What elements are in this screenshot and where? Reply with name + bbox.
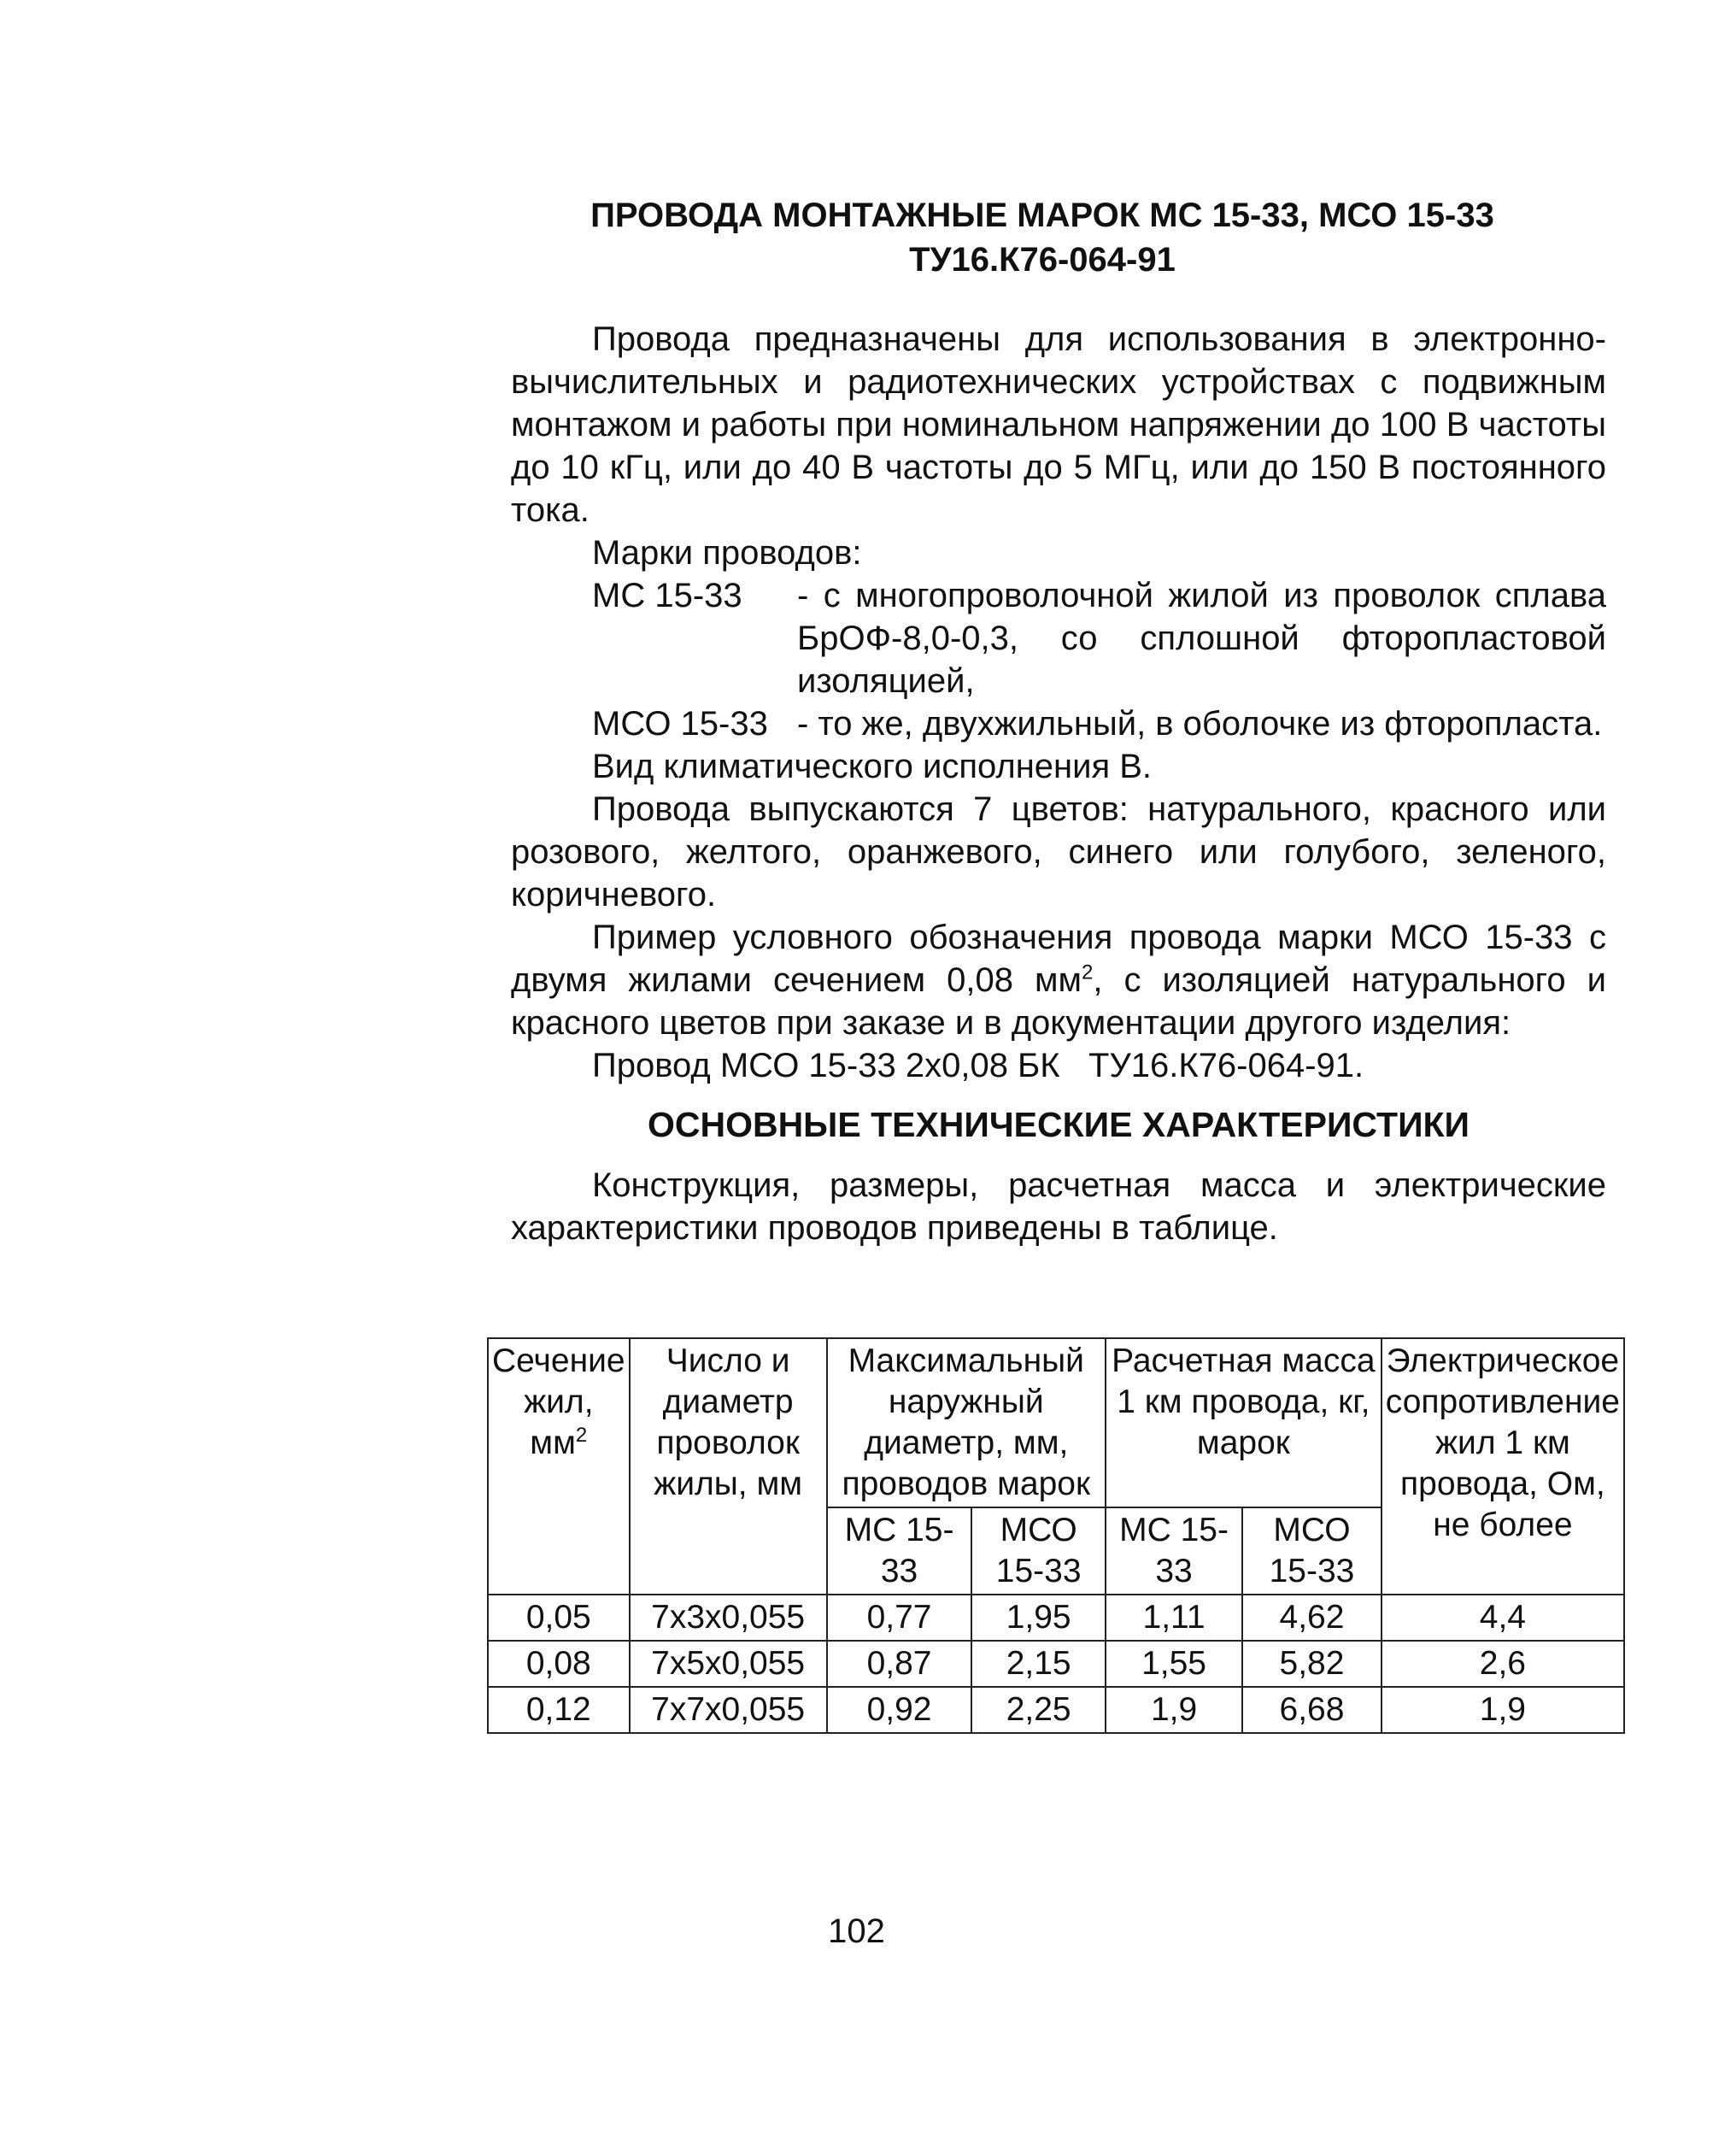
cell-diameter-mso: 2,25: [971, 1687, 1106, 1733]
header-section: [488, 1338, 630, 1595]
cell-mass-mso: 6,68: [1242, 1687, 1382, 1733]
example-superscript: 2: [1081, 961, 1094, 984]
subheader-diameter-ms: МС 15-33: [827, 1507, 972, 1595]
header-section-label: Сечение жил, мм: [492, 1342, 625, 1461]
cell-diameter-mso: 1,95: [971, 1595, 1106, 1641]
header-section-sup: 2: [575, 1424, 588, 1447]
cell-mass-ms: 1,55: [1106, 1641, 1242, 1687]
body-text: [511, 318, 1606, 1249]
cell-mass-mso: 4,62: [1242, 1595, 1382, 1641]
colors-paragraph: Провода выпускаются 7 цветов: натурального, красного или розового, желтого, оранжевого, синего или голубого, зеленого, коричневого.: [511, 790, 1606, 914]
cell-mass-mso: 5,82: [1242, 1641, 1382, 1687]
title-line-1: ПРОВОДА МОНТАЖНЫЕ МАРОК МС 15-33, МСО 15-33: [590, 197, 1494, 234]
header-mass: Расчетная масса 1 км провода, кг, марок: [1106, 1338, 1382, 1507]
cell-wires: 7х7х0,055: [630, 1687, 827, 1733]
example-text-start: Пример условного обозначения провода марки МСО 15-33 с двумя жилами сечением 0,08 мм: [511, 919, 1606, 999]
table-row: [488, 1641, 1624, 1687]
brand-item-ms: [511, 574, 1606, 702]
cell-resistance: 2,6: [1382, 1641, 1624, 1687]
example-text-end: , с изоляцией натурального и красного цветов при заказе и в документации другого изделия:: [511, 961, 1606, 1042]
cell-section: 0,08: [488, 1641, 630, 1687]
brands-heading: Марки проводов:: [592, 534, 862, 572]
document-title: [478, 193, 1606, 282]
table-row: [488, 1595, 1624, 1641]
cell-wires: 7х3х0,055: [630, 1595, 827, 1641]
brand-description: - то же, двухжильный, в оболочке из фторопласта.: [797, 705, 1603, 743]
header-resistance: Электрическое сопротивление жил 1 км провода, Ом, не более: [1382, 1338, 1624, 1595]
cell-diameter-ms: 0,77: [827, 1595, 972, 1641]
section-title: ОСНОВНЫЕ ТЕХНИЧЕСКИЕ ХАРАКТЕРИСТИКИ: [647, 1105, 1470, 1144]
cell-diameter-ms: 0,92: [827, 1687, 972, 1733]
table-intro: Конструкция, размеры, расчетная масса и электрические характеристики проводов приведены в таблице.: [511, 1166, 1606, 1247]
table-row: [488, 1687, 1624, 1733]
cell-section: 0,12: [488, 1687, 630, 1733]
cell-wires: 7х5х0,055: [630, 1641, 827, 1687]
cell-section: 0,05: [488, 1595, 630, 1641]
table-header-row: [488, 1338, 1624, 1507]
page-number: 102: [828, 1912, 885, 1950]
cell-resistance: 4,4: [1382, 1595, 1624, 1641]
cell-diameter-mso: 2,15: [971, 1641, 1106, 1687]
brand-code: МСО 15-33: [592, 705, 768, 743]
subheader-diameter-mso: МСО 15-33: [971, 1507, 1106, 1595]
brand-description: - с многопроволочной жилой из проволок сплава БрОФ-8,0-0,3, со сплошной фторопластовой изоляцией,: [797, 577, 1606, 700]
intro-paragraph: Провода предназначены для использования в электронно-вычислительных и радиотехнических устройствах с подвижным монтажом и работы при номинальном напряжении до 100 В частоты до 10 кГц, или до 40 В частоты до 5 МГц, или до 150 В постоянного тока.: [511, 320, 1606, 529]
cell-resistance: 1,9: [1382, 1687, 1624, 1733]
header-wires: Число и диаметр проволок жилы, мм: [630, 1338, 827, 1595]
specs-table: [487, 1337, 1625, 1734]
header-max-diameter: Максимальный наружный диаметр, мм, проводов марок: [827, 1338, 1106, 1507]
cell-mass-ms: 1,11: [1106, 1595, 1242, 1641]
example-designation: Провод МСО 15-33 2х0,08 БК ТУ16.К76-064-91.: [592, 1047, 1364, 1084]
example-paragraph: [511, 916, 1606, 1044]
subheader-mass-mso: МСО 15-33: [1242, 1507, 1382, 1595]
brand-item-mso: [511, 702, 1606, 745]
brand-code: МС 15-33: [592, 577, 742, 614]
subheader-mass-ms: МС 15-33: [1106, 1507, 1242, 1595]
cell-diameter-ms: 0,87: [827, 1641, 972, 1687]
cell-mass-ms: 1,9: [1106, 1687, 1242, 1733]
climate-paragraph: Вид климатического исполнения В.: [592, 748, 1153, 785]
title-line-2: ТУ16.К76-064-91: [909, 241, 1176, 279]
